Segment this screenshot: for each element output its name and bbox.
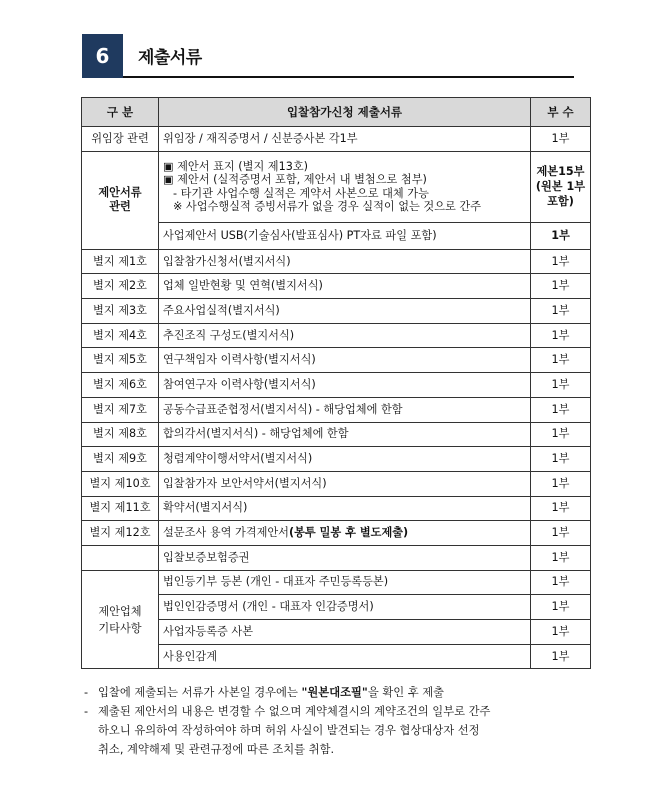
table-row — [82, 496, 591, 521]
proposal-line-cover: ▣ 제안서 표지 (별지 제13호) — [163, 159, 309, 173]
row-documents: 입찰보증보험증권 — [159, 545, 531, 570]
row-documents: 청렴계약이행서약서(별지서식) — [159, 447, 531, 472]
table-row-proposal — [82, 151, 591, 222]
table-row — [82, 127, 591, 152]
row-category: 별지 제7호 — [82, 397, 159, 422]
row-documents: 입찰참가신청서(별지서식) — [159, 249, 531, 274]
row-documents: 법인등기부 등본 (개인 - 대표자 주민등록등본) — [159, 570, 531, 595]
row-count: 1부 — [531, 644, 591, 669]
notes — [84, 683, 604, 759]
table-row — [82, 299, 591, 324]
row-documents: 위임장 / 재직증명서 / 신분증사본 각1부 — [159, 127, 531, 152]
row-count: 1부 — [531, 348, 591, 373]
row-documents: 공동수급표준협정서(별지서식) - 해당업체에 한함 — [159, 397, 531, 422]
header-category: 구 분 — [82, 98, 159, 127]
proposal-documents — [159, 151, 531, 222]
row-documents: 연구책임자 이력사항(별지서식) — [159, 348, 531, 373]
table-row — [82, 595, 591, 620]
proposal-category — [82, 151, 159, 249]
row-category: 별지 제6호 — [82, 373, 159, 398]
note-copy-original — [98, 683, 604, 702]
table-row — [82, 323, 591, 348]
table-row — [82, 447, 591, 472]
row-documents: 입찰참가자 보안서약서(별지서식) — [159, 471, 531, 496]
table-row — [82, 471, 591, 496]
row-count: 1부 — [531, 299, 591, 324]
row-documents: 합의각서(별지서식) - 해당업체에 한함 — [159, 422, 531, 447]
row-count: 1부 — [531, 397, 591, 422]
table-row — [82, 644, 591, 669]
table-row — [82, 521, 591, 546]
proposal-line-substitute: - 타기관 사업수행 실적은 계약서 사본으로 대체 가능 — [173, 186, 429, 200]
row-documents: 주요사업실적(별지서식) — [159, 299, 531, 324]
section-number: 6 — [82, 34, 123, 78]
row-category: 별지 제3호 — [82, 299, 159, 324]
row-documents: 사용인감계 — [159, 644, 531, 669]
row-count: 1부 — [531, 249, 591, 274]
row-documents: 확약서(별지서식) — [159, 496, 531, 521]
price-proposal-text: 설문조사 용역 가격제안서 — [163, 526, 289, 540]
section-title: 제출서류 — [138, 48, 202, 68]
row-category: 별지 제1호 — [82, 249, 159, 274]
etc-category-line1: 제안업체 — [98, 604, 142, 618]
proposal-category-line2: 관련 — [109, 200, 131, 214]
header-rule — [123, 76, 574, 78]
documents-table — [81, 97, 591, 669]
proposal-count — [531, 151, 591, 222]
row-category: 위임장 관련 — [82, 127, 159, 152]
row-count: 1부 — [531, 545, 591, 570]
note-item — [84, 683, 604, 702]
row-documents: 업체 일반현황 및 연혁(별지서식) — [159, 274, 531, 299]
section-header — [82, 34, 574, 78]
table-row — [82, 348, 591, 373]
table-row — [82, 570, 591, 595]
row-count: 1부 — [531, 620, 591, 645]
header-documents: 입찰참가신청 제출서류 — [159, 98, 531, 127]
proposal-count-line2: (원본 1부 — [535, 180, 586, 194]
row-count: 1부 — [531, 595, 591, 620]
row-category: 별지 제8호 — [82, 422, 159, 447]
row-count: 1부 — [531, 127, 591, 152]
header-count: 부 수 — [531, 98, 591, 127]
row-count: 1부 — [531, 373, 591, 398]
proposal-count-line1: 제본15부 — [536, 165, 585, 179]
row-category: 별지 제2호 — [82, 274, 159, 299]
proposal-line-main: ▣ 제안서 (실적증명서 포함, 제안서 내 별첨으로 첨부) — [163, 173, 427, 187]
etc-category-line2: 기타사항 — [98, 621, 142, 635]
note-proposal-binding — [98, 702, 604, 759]
row-category: 별지 제10호 — [82, 471, 159, 496]
table-row — [82, 274, 591, 299]
table-row — [82, 397, 591, 422]
note-item — [84, 702, 604, 759]
proposal-line-notice: ※ 사업수행실적 증빙서류가 없을 경우 실적이 없는 것으로 간주 — [173, 200, 482, 214]
row-count: 1부 — [531, 323, 591, 348]
row-documents: 참여연구자 이력사항(별지서식) — [159, 373, 531, 398]
note2-line2: 하오니 유의하여 작성하여야 하며 허위 사실이 발견되는 경우 협상대상자 선정 — [98, 724, 480, 737]
row-count: 1부 — [531, 496, 591, 521]
usb-documents: 사업제안서 USB(기술심사(발표심사) PT자료 파일 포함) — [159, 222, 531, 249]
row-documents: 법인인감증명서 (개인 - 대표자 인감증명서) — [159, 595, 531, 620]
note-bullet: - — [84, 705, 89, 718]
note2-line3: 취소, 계약해제 및 관련규정에 따른 조치를 취함. — [98, 743, 335, 756]
row-documents: 사업자등록증 사본 — [159, 620, 531, 645]
row-category: 별지 제5호 — [82, 348, 159, 373]
note2-line1: 제출된 제안서의 내용은 변경할 수 없으며 계약체결시의 계약조건의 일부로 간주 — [98, 705, 491, 718]
row-category: 별지 제9호 — [82, 447, 159, 472]
row-count: 1부 — [531, 422, 591, 447]
table-header-row — [82, 98, 591, 127]
note1-post: 을 확인 후 제출 — [367, 686, 445, 699]
row-category: 별지 제12호 — [82, 521, 159, 546]
note1-pre: 입찰에 제출되는 서류가 사본일 경우에는 — [98, 686, 302, 699]
row-category-empty — [82, 545, 159, 570]
row-count: 1부 — [531, 447, 591, 472]
original-verified-stamp: "원본대조필" — [301, 686, 368, 699]
row-documents — [159, 521, 531, 546]
usb-count: 1부 — [531, 222, 591, 249]
sealed-envelope-note: (봉투 밀봉 후 별도제출) — [289, 526, 409, 540]
table-row — [82, 422, 591, 447]
row-count: 1부 — [531, 471, 591, 496]
row-documents: 추진조직 구성도(별지서식) — [159, 323, 531, 348]
table-row — [82, 373, 591, 398]
note-bullet: - — [84, 686, 89, 699]
proposal-count-line3: 포함) — [547, 195, 574, 209]
row-category: 별지 제11호 — [82, 496, 159, 521]
table-row — [82, 545, 591, 570]
table-row — [82, 249, 591, 274]
row-count: 1부 — [531, 274, 591, 299]
table-row — [82, 620, 591, 645]
table-row-usb — [82, 222, 591, 249]
row-count: 1부 — [531, 570, 591, 595]
row-category: 별지 제4호 — [82, 323, 159, 348]
proposal-category-line1: 제안서류 — [98, 186, 142, 200]
etc-category — [82, 570, 159, 669]
row-count: 1부 — [531, 521, 591, 546]
